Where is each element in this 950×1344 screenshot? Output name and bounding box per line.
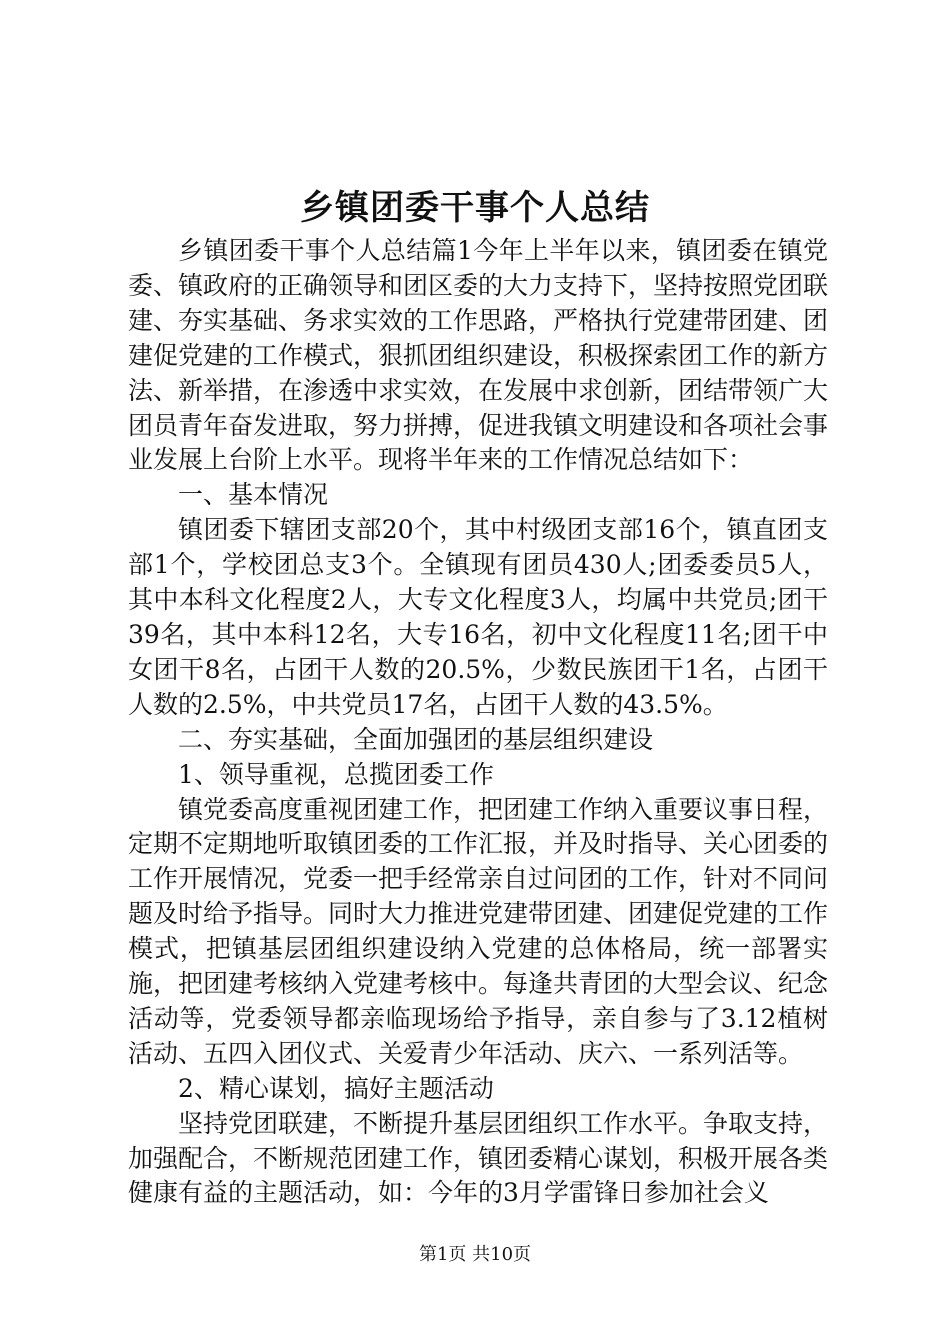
subheading-leadership: 1、领导重视，总揽团委工作 bbox=[178, 759, 494, 789]
document-title: 乡镇团委干事个人总结 bbox=[300, 188, 650, 228]
paragraph-intro: 乡镇团委干事个人总结篇1今年上半年以来，镇团委在镇党委、镇政府的正确领导和团区委的大力支持下，坚持按照党团联建、夯实基础、务求实效的工作思路，严格执行党建带团建、团建促党建的工作模式，狠抓团组织建设，积极探索团工作的新方法、新举措，在渗透中求实效，在发展中求创新，团结带领广大团员青年奋发进取，努力拼搏，促进我镇文明建设和各项社会事业发展上台阶上水平。现将半年来的工作情况总结如下： bbox=[128, 236, 829, 475]
page-number-footer: 第1页 共10页 bbox=[418, 1244, 532, 1265]
subheading-theme-activities: 2、精心谋划，搞好主题活动 bbox=[178, 1073, 494, 1103]
paragraph-basic-situation: 镇团委下辖团支部20个，其中村级团支部16个，镇直团支部1个，学校团总支3个。全镇现有团员430人;团委委员5人，其中本科文化程度2人，大专文化程度3人，均属中共党员;团干39名，其中本科12名，大专16名，初中文化程度11名;团干中女团干8名，占团干人数的20.5%，少数民族团干1名，占团干人数的2.5%，中共党员17名，占团干人数的43.5%。 bbox=[128, 515, 828, 719]
document-body bbox=[128, 234, 828, 1211]
heading-strengthen-foundation: 二、夯实基础，全面加强团的基层组织建设 bbox=[178, 724, 654, 754]
paragraph-leadership: 镇党委高度重视团建工作，把团建工作纳入重要议事日程，定期不定期地听取镇团委的工作汇报，并及时指导、关心团委的工作开展情况，党委一把手经常亲自过问团的工作，针对不同问题及时给予指导。同时大力推进党建带团建、团建促党建的工作模式，把镇基层团组织建设纳入党建的总体格局，统一部署实施，把团建考核纳入党建考核中。每逢共青团的大型会议、纪念活动等，党委领导都亲临现场给予指导，亲自参与了3.12植树活动、五四入团仪式、关爱青少年活动、庆六、一系列活等。 bbox=[128, 794, 829, 1068]
paragraph-theme-activities: 坚持党团联建，不断提升基层团组织工作水平。争取支持，加强配合，不断规范团建工作，镇团委精心谋划，积极开展各类健康有益的主题活动，如：今年的3月学雷锋日参加社会义 bbox=[128, 1108, 829, 1208]
heading-basic-situation: 一、基本情况 bbox=[178, 480, 329, 510]
